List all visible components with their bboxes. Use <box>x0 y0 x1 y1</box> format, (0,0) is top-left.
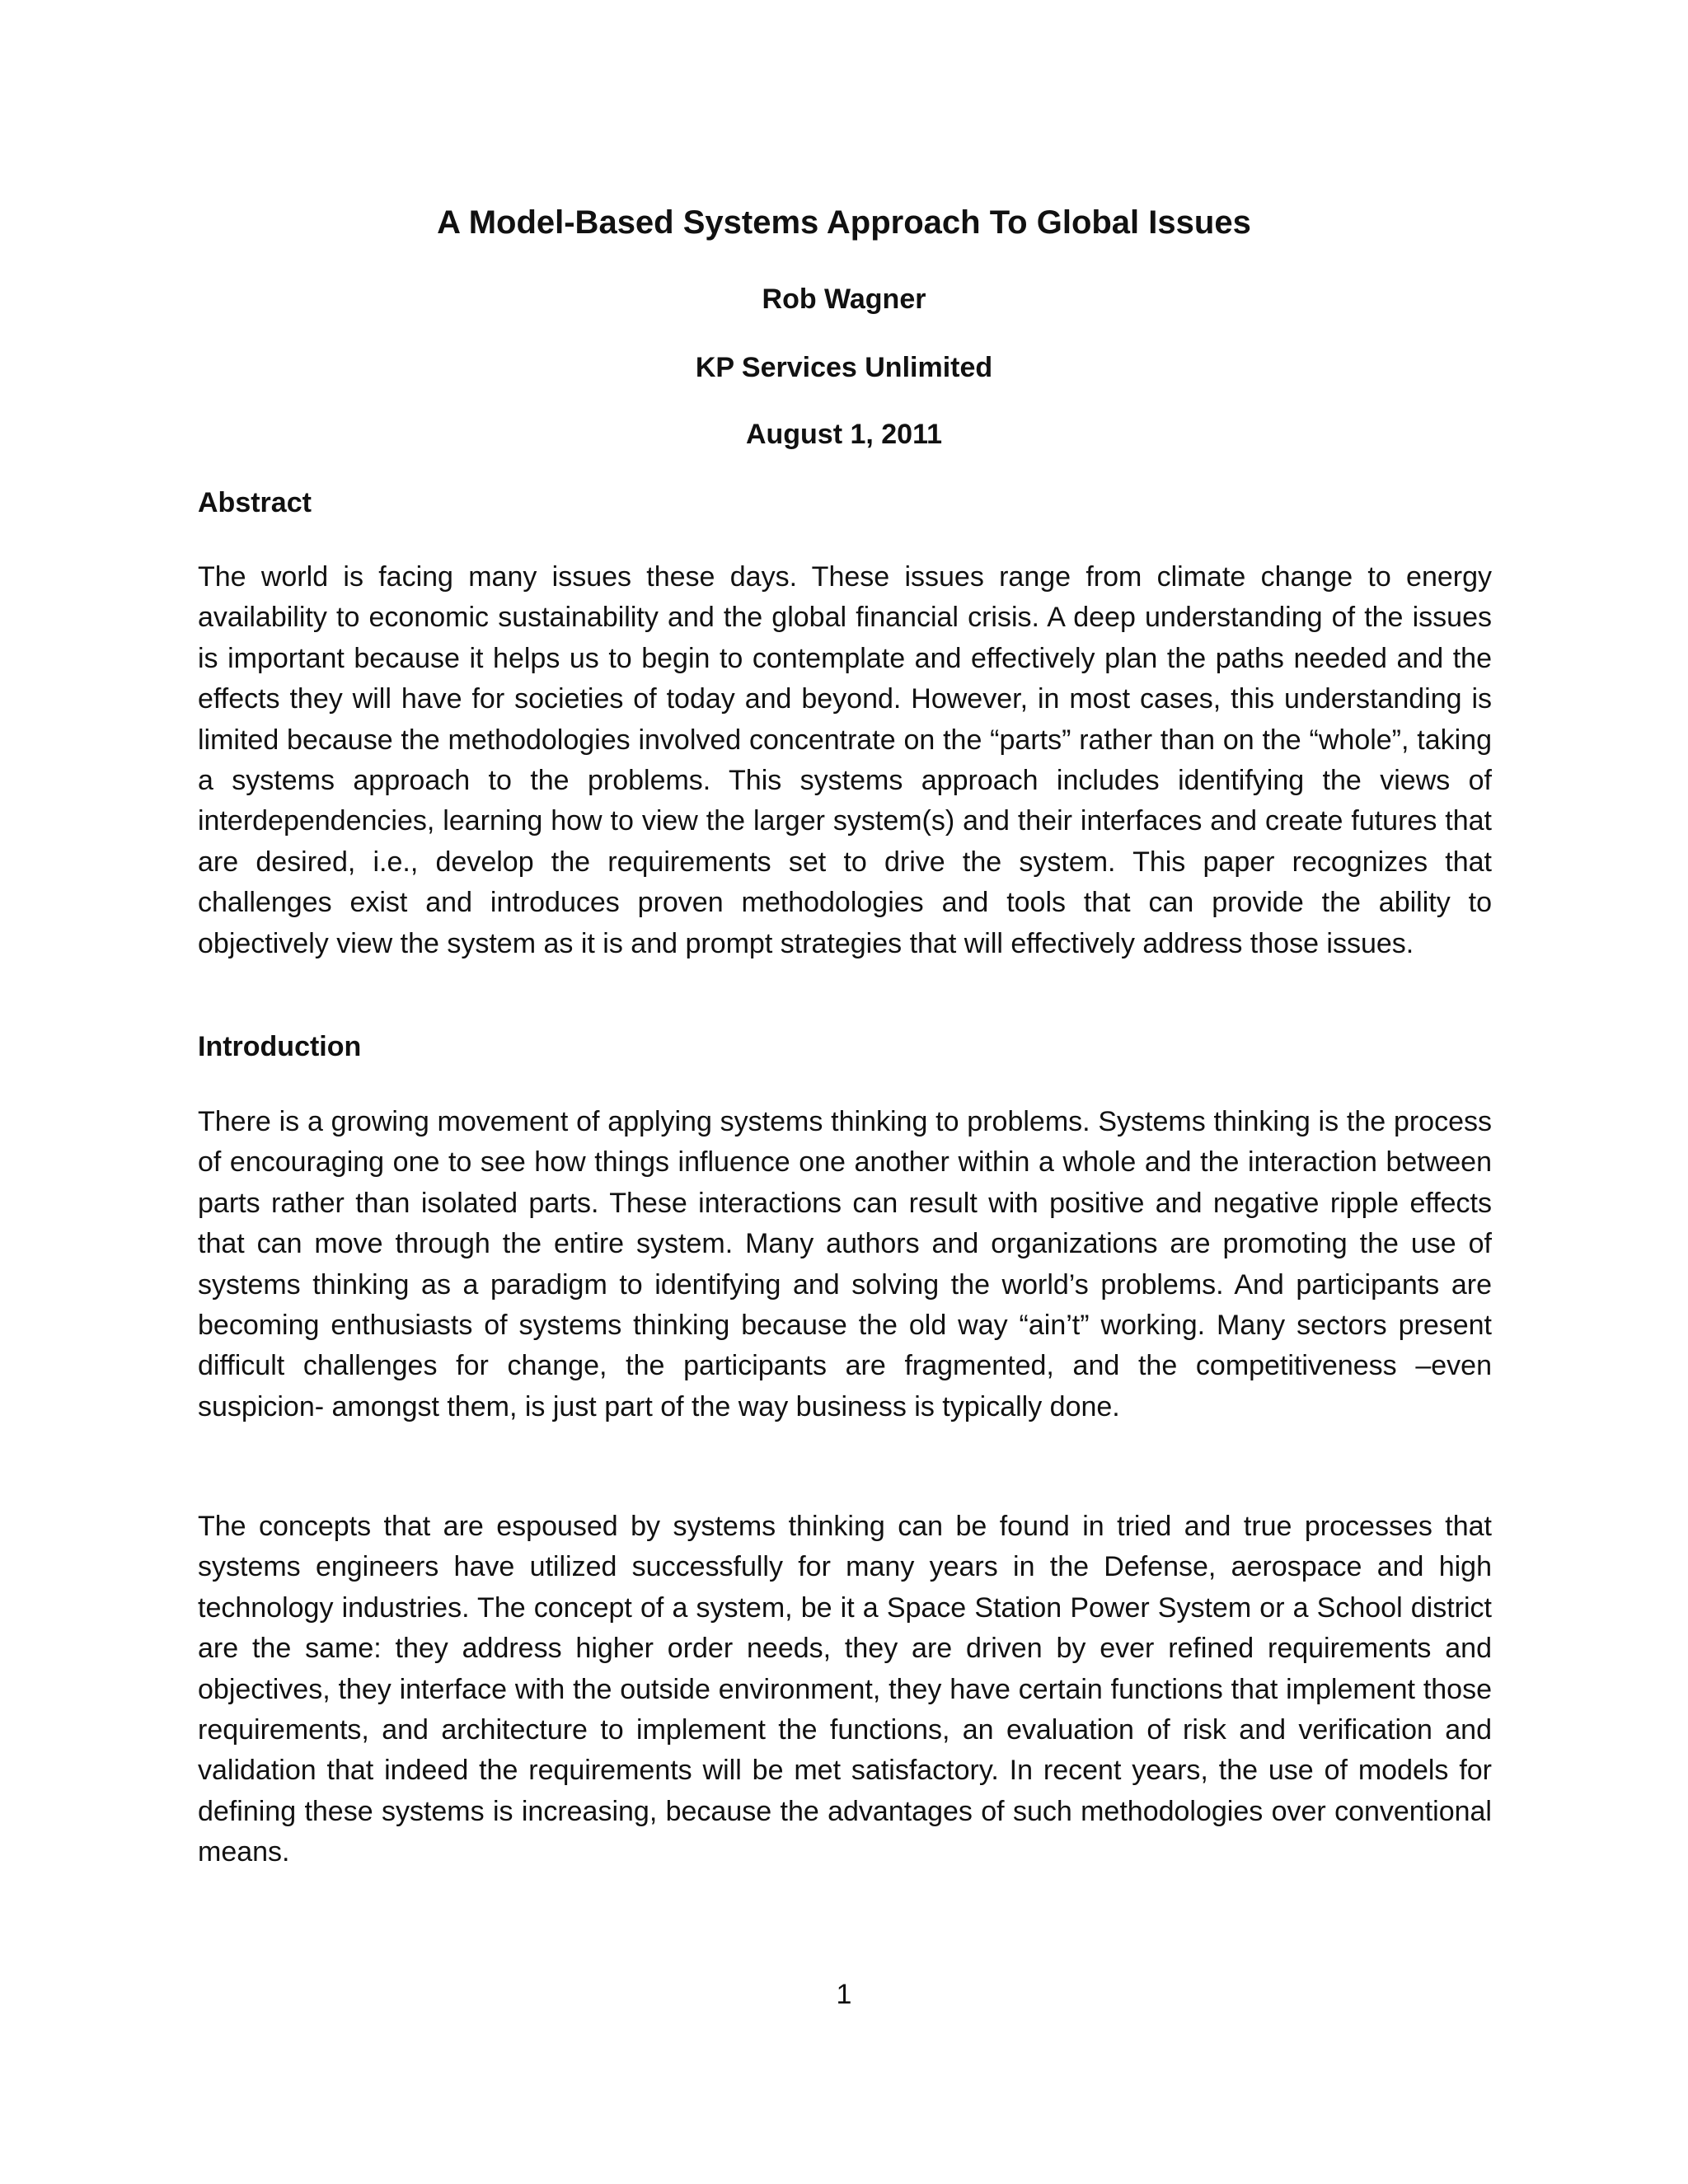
introduction-paragraph-1: There is a growing movement of applying systems thinking to problems. Systems thinking is the process of encouraging one to see how things influence one another within a whole and the interaction between parts rather than isolated parts. These interactions can result with positive and negative ripple effects that can move through the entire system. Many authors and organizations are promoting the use of systems thinking as a paradigm to identifying and solving the world’s problems. And participants are becoming enthusiasts of systems thinking because the old way “ain’t” working. Many sectors present difficult challenges for change, the participants are fragmented, and the competitiveness –even suspicion- amongst them, is just part of the way business is typically done. <box>198 1106 1492 1422</box>
author-organization: KP Services Unlimited <box>695 352 993 383</box>
abstract-heading: Abstract <box>198 487 312 518</box>
publication-date: August 1, 2011 <box>745 419 943 450</box>
introduction-heading: Introduction <box>198 1031 362 1062</box>
abstract-paragraph: The world is facing many issues these days. These issues range from climate change to energy availability to economic sustainability and the global financial crisis. A deep understanding of the issues is important because it helps us to begin to contemplate and effectively plan the paths needed and the effects they will have for societies of today and beyond. However, in most cases, this understanding is limited because the methodologies involved concentrate on the “parts” rather than on the “whole”, taking a systems approach to the problems. This systems approach includes identifying the views of interdependencies, learning how to view the larger system(s) and their interfaces and create futures that are desired, i.e., develop the requirements set to drive the system. This paper recognizes that challenges exist and introduces proven methodologies and tools that can provide the ability to objectively view the system as it is and prompt strategies that will effectively address those issues. <box>198 561 1492 959</box>
introduction-paragraph-2: The concepts that are espoused by systems thinking can be found in tried and true processes that systems engineers have utilized successfully for many years in the Defense, aerospace and high technology industries. The concept of a system, be it a Space Station Power System or a School district are the same: they address higher order needs, they are driven by ever refined requirements and objectives, they interface with the outside environment, they have certain functions that implement those requirements, and architecture to implement the functions, an evaluation of risk and verification and validation that indeed the requirements will be met satisfactory. In recent years, the use of models for defining these systems is increasing, because the advantages of such methodologies over conventional means. <box>198 1511 1492 1868</box>
page-number: 1 <box>836 1979 852 2010</box>
author-name: Rob Wagner <box>762 284 926 315</box>
paper-title: A Model-Based Systems Approach To Global Issues <box>437 204 1251 241</box>
